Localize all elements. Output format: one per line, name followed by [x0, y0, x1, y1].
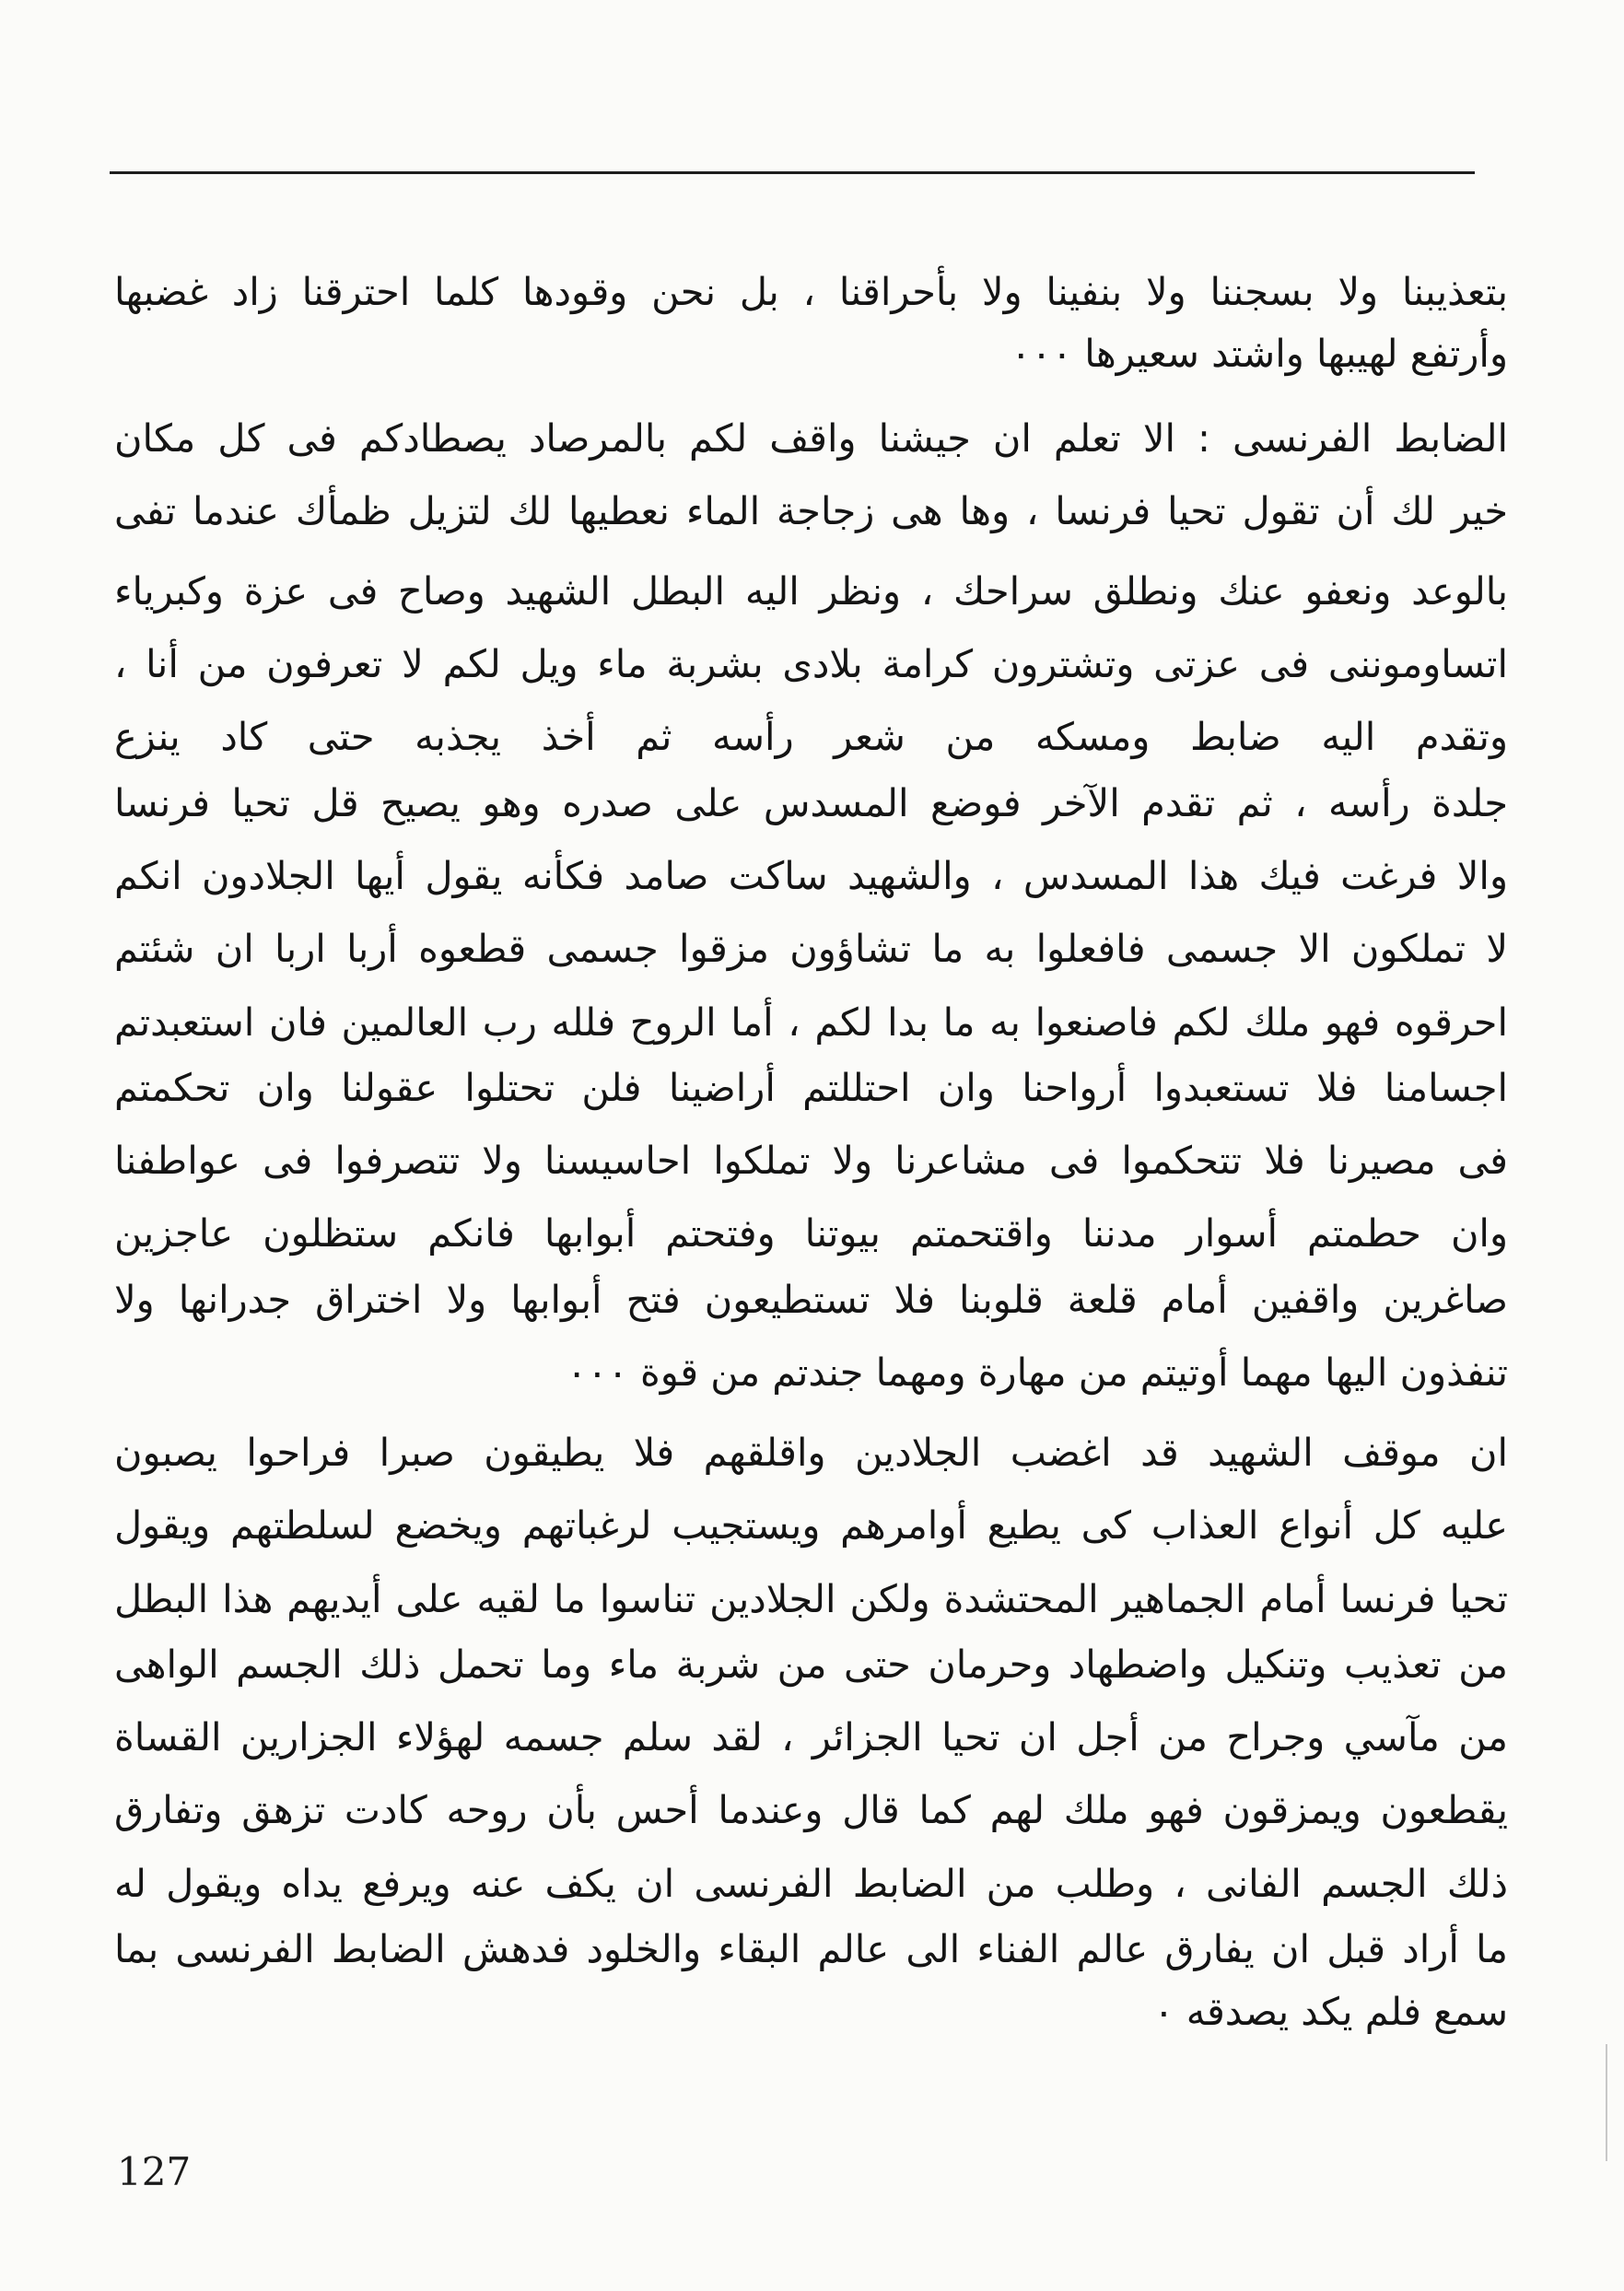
scan-edge-mark	[1606, 2044, 1607, 2161]
text-line: خير لك أن تقول تحيا فرنسا ، وها هى زجاجة الماء نعطيها لك لتزيل ظمأك عندما تفى	[114, 488, 1508, 533]
text-line: عليه كل أنواع العذاب كى يطيع أوامرهم ويستجيب لرغباتهم ويخضع لسلطتهم ويقول	[114, 1502, 1508, 1548]
text-line: اتساوموننى فى عزتى وتشترون كرامة بلادى بشربة ماء ويل لكم لا تعرفون من أنا ،	[114, 641, 1508, 686]
text-line: سمع فلم يكد يصدقه ٠	[1153, 1989, 1508, 2034]
text-line: ذلك الجسم الفانى ، وطلب من الضابط الفرنسى ان يكف عنه ويرفع يداه ويقول له	[114, 1861, 1508, 1906]
text-line: فى مصيرنا فلا تتحكموا فى مشاعرنا ولا تملكوا احاسيسنا ولا تتصرفوا فى عواطفنا	[114, 1138, 1508, 1183]
header-rule	[110, 171, 1475, 174]
text-line: وان حطمتم أسوار مدننا واقتحمتم بيوتنا وفتحتم أبوابها فانكم ستظلون عاجزين	[114, 1210, 1508, 1256]
text-line: ما أراد قبل ان يفارق عالم الفناء الى عالم البقاء والخلود فدهش الضابط الفرنسى بما	[114, 1926, 1508, 1971]
text-line: يقطعون ويمزقون فهو ملك لهم كما قال وعندما أحس بأن روحه كادت تزهق وتفارق	[114, 1787, 1508, 1832]
text-line: من مآسي وجراح من أجل ان تحيا الجزائر ، لقد سلم جسمه لهؤلاء الجزارين القساة	[114, 1714, 1508, 1759]
text-line: تنفذون اليها مهما أوتيتم من مهارة ومهما جندتم من قوة ٠٠٠	[566, 1350, 1508, 1395]
text-line: وأرتفع لهيبها واشتد سعيرها ٠٠٠	[1011, 331, 1508, 376]
text-line: احرقوه فهو ملك لكم فاصنعوا به ما بدا لكم ، أما الروح فلله رب العالمين فان استعبدتم	[114, 999, 1508, 1045]
text-line: والا فرغت فيك هذا المسدس ، والشهيد ساكت صامد فكأنه يقول أيها الجلادون انكم	[114, 853, 1508, 898]
text-line: صاغرين واقفين أمام قلعة قلوبنا فلا تستطيعون فتح أبوابها ولا اختراق جدرانها ولا	[114, 1277, 1508, 1322]
text-line: ان موقف الشهيد قد اغضب الجلادين واقلقهم فلا يطيقون صبرا فراحوا يصبون	[114, 1430, 1508, 1475]
text-line: بالوعد ونعفو عنك ونطلق سراحك ، ونظر اليه البطل الشهيد وصاح فى عزة وكبرياء	[114, 568, 1508, 614]
text-line: اجسامنا فلا تستعبدوا أرواحنا وان احتللتم أراضينا فلن تحتلوا عقولنا وان تحكمتم	[114, 1065, 1508, 1110]
text-line: جلدة رأسه ، ثم تقدم الآخر فوضع المسدس على صدره وهو يصيح قل تحيا فرنسا	[114, 780, 1508, 825]
page-number: 127	[117, 2149, 192, 2194]
text-line: بتعذيبنا ولا بسجننا ولا بنفينا ولا بأحراقنا ، بل نحن وقودها كلما احترقنا زاد غضبها	[114, 269, 1508, 314]
text-line: لا تملكون الا جسمى فافعلوا به ما تشاؤون مزقوا جسمى قطعوه أربا اربا ان شئتم	[114, 926, 1508, 971]
text-line: تحيا فرنسا أمام الجماهير المحتشدة ولكن الجلادين تناسوا ما لقيه على أيديهم هذا البطل	[114, 1576, 1508, 1621]
text-line: الضابط الفرنسى : الا تعلم ان جيشنا واقف لكم بالمرصاد يصطادكم فى كل مكان	[114, 415, 1508, 461]
text-line: من تعذيب وتنكيل واضطهاد وحرمان حتى من شربة ماء وما تحمل ذلك الجسم الواهى	[114, 1642, 1508, 1687]
text-line: وتقدم اليه ضابط ومسكه من شعر رأسه ثم أخذ يجذبه حتى كاد ينزع	[114, 714, 1508, 759]
